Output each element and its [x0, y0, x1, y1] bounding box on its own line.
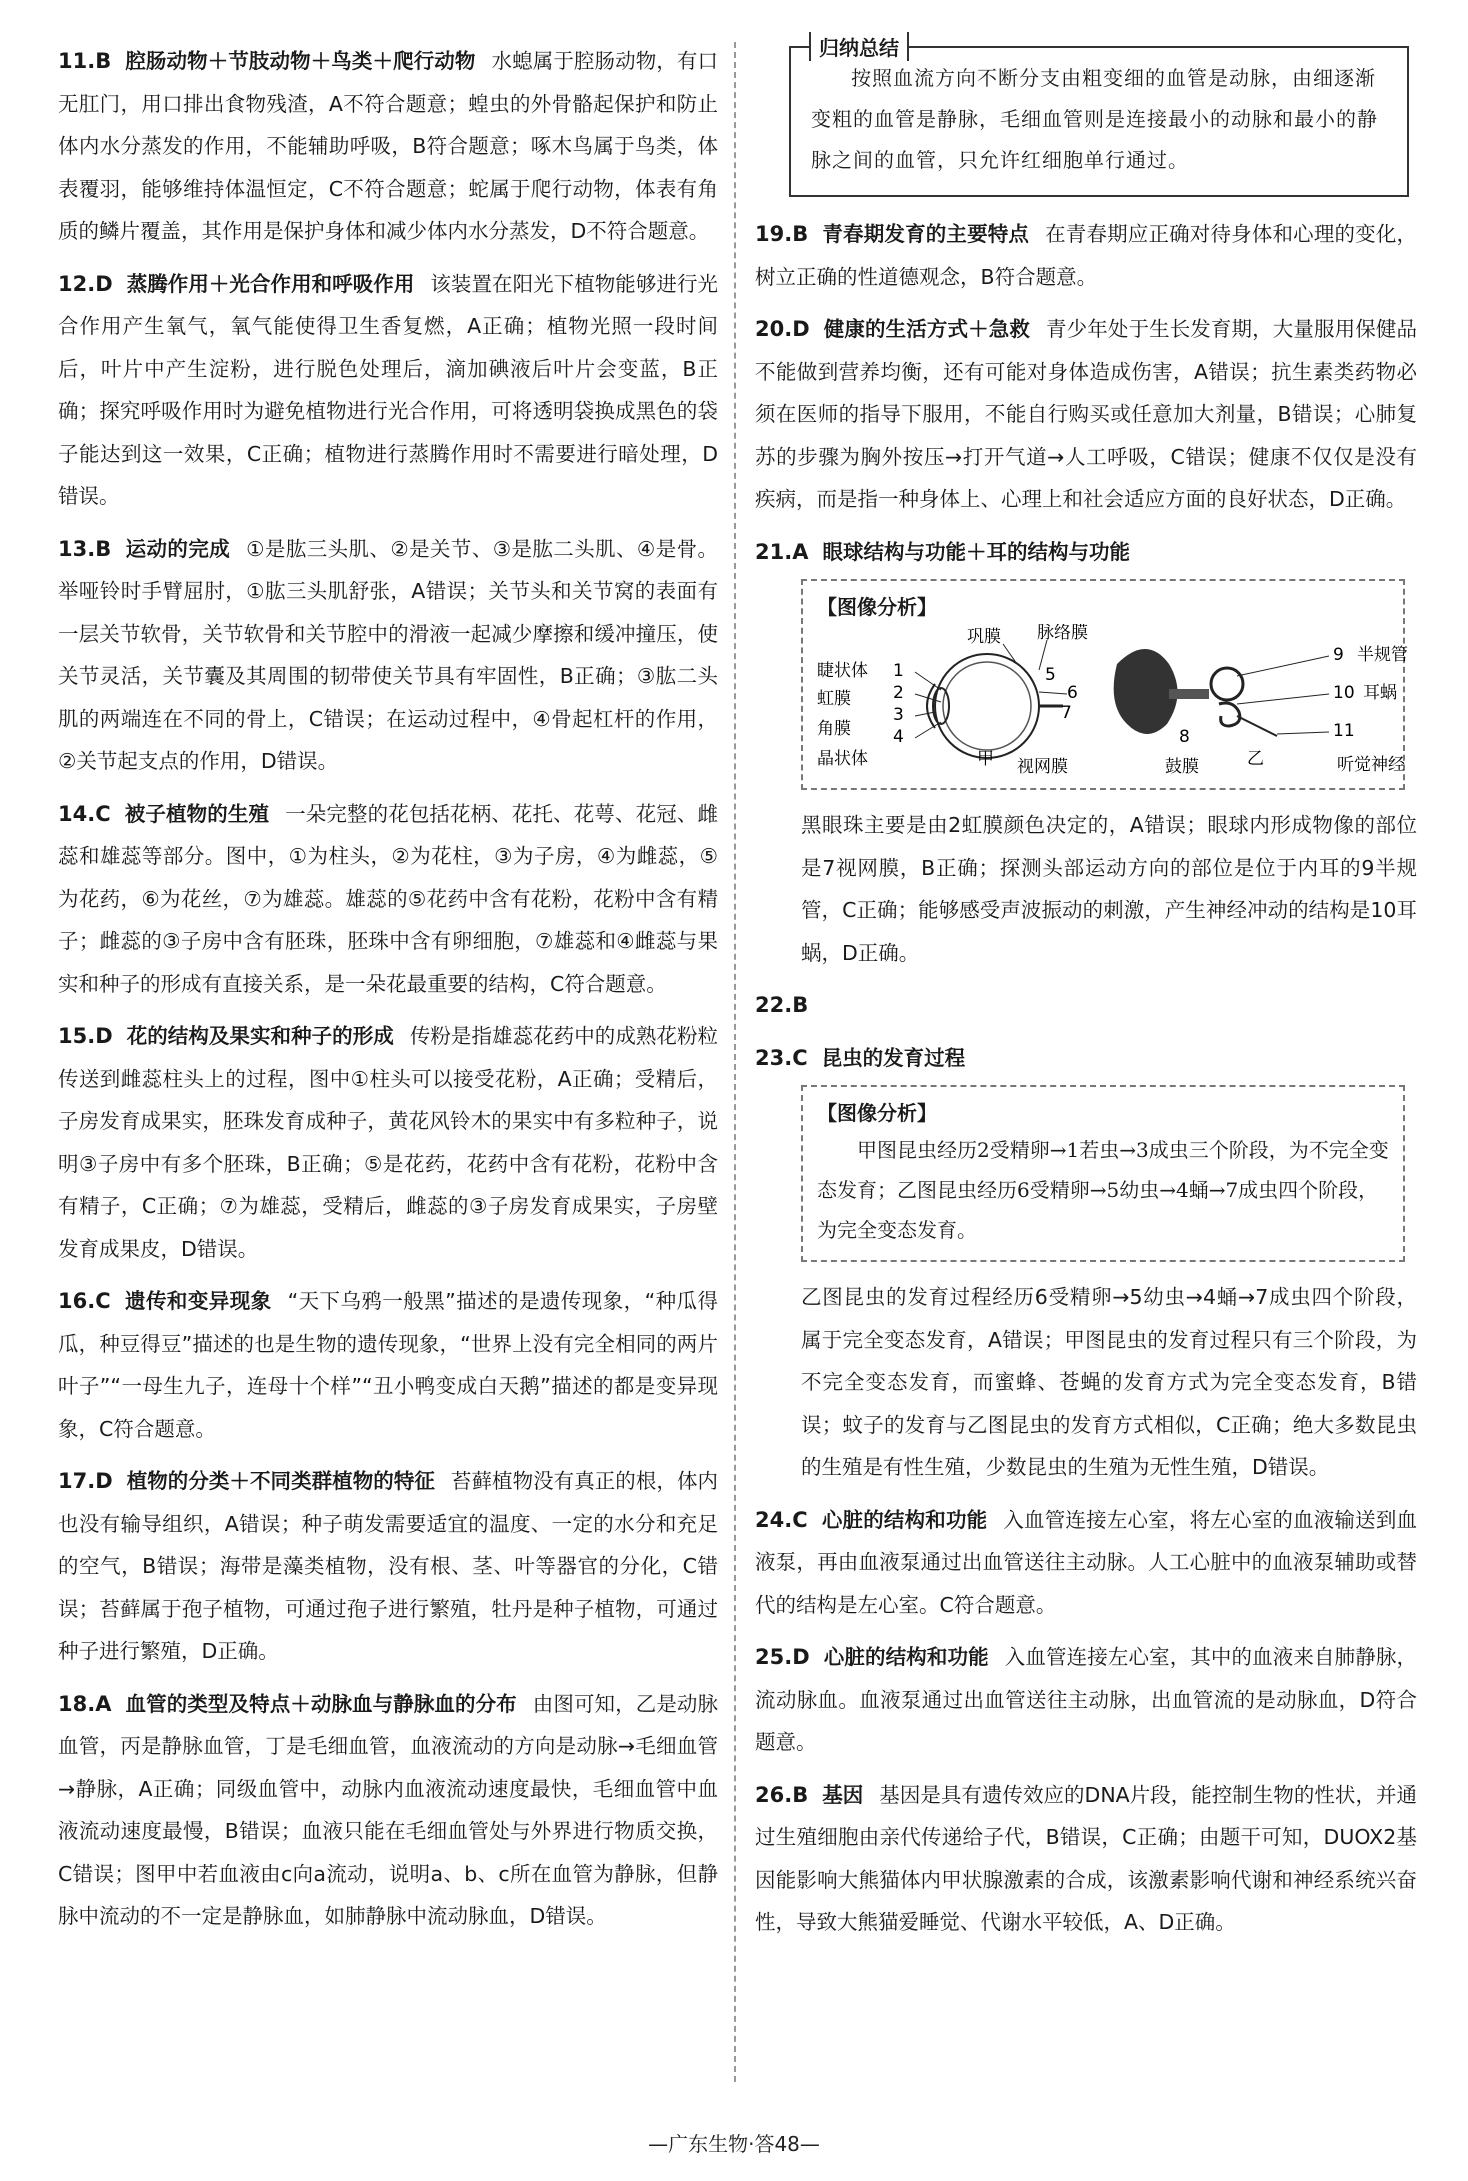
ear-figure	[1114, 649, 1277, 736]
label-choroid: 脉络膜	[1037, 624, 1088, 643]
question-25: 25.D 心脏的结构和功能 入血管连接左心室，其中的血液来自肺静脉，流动脉血。血液泵通过出血管送往主动脉，出血管流的是动脉血，D符合题意。	[755, 1645, 1418, 1754]
label-sclera: 巩膜	[967, 627, 1001, 647]
label-auditory-nerve: 听觉神经	[1337, 755, 1405, 774]
column-divider	[734, 42, 736, 2082]
analysis-heading-23: 【图像分析】	[817, 1101, 937, 1125]
label-lens: 晶状体	[817, 749, 868, 769]
summary-heading: 归纳总结	[809, 32, 909, 61]
left-column	[58, 40, 718, 1948]
num-2: 2	[893, 683, 904, 703]
question-24: 24.C 心脏的结构和功能 入血管连接左心室，将左心室的血液输送到血液泵，再由血液泵通过出血管送往主动脉。人工心脏中的血液泵辅助或替代的结构是左心室。C符合题意。	[755, 1507, 1418, 1617]
question-21-text: 黑眼珠主要是由2虹膜颜色决定的，A错误；眼球内形成物像的部位是7视网膜，B正确；探测头部运动方向的部位是位于内耳的9半规管，C正确；能够感受声波振动的刺激，产生神经冲动的结构是10耳蜗，D正确。	[801, 813, 1417, 965]
diagram-heading: 【图像分析】	[817, 595, 937, 619]
question-19: 19.B 青春期发育的主要特点 在青春期应正确对待身体和心理的变化，树立正确的性道德观念，B符合题意。	[755, 222, 1418, 289]
question-23-text: 乙图昆虫的发育过程经历6受精卵→5幼虫→4蛹→7成虫四个阶段，属于完全变态发育，A错误；甲图昆虫的发育过程只有三个阶段，为不完全变态发育，而蜜蜂、苍蝇的发育方式为完全变态发育，B错误；蚊子的发育与乙图昆虫的发育方式相似，C正确；绝大多数昆虫的生殖是有性生殖，少数昆虫的生殖为无性生殖，D错误。	[801, 1285, 1417, 1479]
question-13: 13.B 运动的完成 ①是肱三头肌、②是关节、③是肱二头肌、④是骨。举哑铃时手臂屈肘，①肱三头肌舒张，A错误；关节头和关节窝的表面有一层关节软骨，关节软骨和关节腔中的滑液一起减少摩擦和缓冲撞压，使关节灵活，关节囊及其周围的韧带使关节具有牢固性，B正确；③肱二头肌的两端连在不同的骨上，C错误；在运动过程中，④骨起杠杆的作用，②关节起支点的作用，D错误。	[58, 536, 719, 773]
question-12: 12.D 蒸腾作用＋光合作用和呼吸作用 该装置在阳光下植物能够进行光合作用产生氧气，氧气能使得卫生香复燃，A正确；植物光照一段时间后，叶片中产生淀粉，进行脱色处理后，滴加碘液后叶片会变蓝，B正确；探究呼吸作用时为避免植物进行光合作用，可将透明袋换成黑色的袋子能达到这一效果，C正确；植物进行蒸腾作用时不需要进行暗处理，D错误。	[58, 271, 719, 508]
analysis-box-23	[801, 1085, 1405, 1262]
label-iris: 虹膜	[817, 689, 851, 709]
num-8: 8	[1179, 727, 1190, 747]
num-11: 11	[1333, 721, 1355, 741]
fig-yi: 乙	[1247, 749, 1264, 769]
label-cornea: 角膜	[817, 719, 851, 739]
question-21: 21.A 眼球结构与功能＋耳的结构与功能	[755, 539, 1130, 564]
num-9: 9	[1333, 645, 1344, 665]
num-3: 3	[893, 705, 904, 725]
question-11: 11.B 腔肠动物＋节肢动物＋鸟类＋爬行动物 水螅属于腔肠动物，有口无肛门，用口排出食物残渣，A不符合题意；蝗虫的外骨骼起保护和防止体内水分蒸发的作用，不能辅助呼吸，B符合题意；啄木鸟属于鸟类，体表覆羽，能够维持体温恒定，C不符合题意；蛇属于爬行动物，体表有角质的鳞片覆盖，其作用是保护身体和减少体内水分蒸发，D不符合题意。	[58, 49, 719, 243]
question-18: 18.A 血管的类型及特点＋动脉血与静脉血的分布 由图可知，乙是动脉血管，丙是静脉血管，丁是毛细血管，血液流动的方向是动脉→毛细血管→静脉，A正确；同级血管中，动脉内血液流动速度最快，毛细血管中血液流动速度最慢，B错误；血液只能在毛细血管处与外界进行物质交换，C错误；图甲中若血液由c向a流动，说明a、b、c所在血管为静脉，但静脉中流动的不一定是静脉血，如肺静脉中流动脉血，D错误。	[58, 1691, 719, 1928]
question-15: 15.D 花的结构及果实和种子的形成 传粉是指雄蕊花药中的成熟花粉粒传送到雌蕊柱头上的过程，图中①柱头可以接受花粉，A正确；受精后，子房发育成果实，胚珠发育成种子，黄花风铃木的果实中有多粒种子，说明③子房中有多个胚珠，B正确；⑤是花药，花药中含有花粉，花粉中含有精子，C正确；⑦为雄蕊，受精后，雌蕊的③子房发育成果实，子房壁发育成果皮，D错误。	[58, 1024, 719, 1261]
question-23: 23.C 昆虫的发育过程	[755, 1045, 966, 1070]
eye-figure	[927, 654, 1063, 758]
summary-box	[789, 36, 1409, 197]
num-4: 4	[893, 727, 904, 747]
label-cochlea: 耳蜗	[1363, 683, 1397, 703]
analysis-text-23: 甲图昆虫经历2受精卵→1若虫→3成虫三个阶段，为不完全变态发育；乙图昆虫经历6受精卵→5幼虫→4蛹→7成虫四个阶段，为完全变态发育。	[817, 1138, 1389, 1242]
question-17: 17.D 植物的分类＋不同类群植物的特征 苔藓植物没有真正的根，体内也没有输导组织，A错误；种子萌发需要适宜的温度、一定的水分和充足的空气，B错误；海带是藻类植物，没有根、茎、叶等器官的分化，C错误；苔藓属于孢子植物，可通过孢子进行繁殖，牡丹是种子植物，可通过种子进行繁殖，D正确。	[58, 1469, 719, 1663]
label-retina: 视网膜	[1017, 757, 1068, 774]
label-ciliary-body: 睫状体	[817, 661, 868, 681]
eye-ear-diagram-box	[801, 579, 1408, 790]
question-14: 14.C 被子植物的生殖 一朵完整的花包括花柄、花托、花萼、花冠、雌蕊和雄蕊等部分。图中，①为柱头，②为花柱，③为子房，④为雌蕊，⑤为花药，⑥为花丝，⑦为雄蕊。雄蕊的⑤花药中含有花粉，花粉中含有精子；雌蕊的③子房中含有胚珠，胚珠中含有卵细胞，⑦雄蕊和④雌蕊与果实和种子的形成有直接关系，是一朵花最重要的结构，C符合题意。	[58, 801, 719, 996]
num-10: 10	[1333, 683, 1355, 703]
eye-ear-diagram	[817, 624, 1417, 774]
question-20: 20.D 健康的生活方式＋急救 青少年处于生长发育期，大量服用保健品不能做到营养均衡，还有可能对身体造成伤害，A错误；抗生素类药物必须在医师的指导下服用，不能自行购买或任意加大剂量，B错误；心肺复苏的步骤为胸外按压→打开气道→人工呼吸，C错误；健康不仅仅是没有疾病，而是指一种身体上、心理上和社会适应方面的良好状态，D正确。	[755, 317, 1418, 511]
num-6: 6	[1067, 683, 1078, 703]
label-eardrum: 鼓膜	[1165, 757, 1199, 774]
question-22: 22.B	[755, 993, 809, 1017]
question-16: 16.C 遗传和变异现象 “天下乌鸦一般黑”描述的是遗传现象，“种瓜得瓜，种豆得豆”描述的也是生物的遗传现象，“世界上没有完全相同的两片叶子”“一母生九子，连母十个样”“丑小鸭变成白天鹅”描述的都是变异现象，C符合题意。	[58, 1289, 718, 1441]
num-1: 1	[893, 661, 904, 681]
fig-jia: 甲	[977, 749, 994, 769]
summary-text: 按照血流方向不断分支由粗变细的血管是动脉，由细逐渐变粗的血管是静脉，毛细血管则是连接最小的动脉和最小的静脉之间的血管，只允许红细胞单行通过。	[811, 66, 1378, 172]
label-semicircular-canal: 半规管	[1357, 645, 1408, 665]
question-26: 26.B 基因 基因是具有遗传效应的DNA片段，能控制生物的性状，并通过生殖细胞由亲代传递给子代，B错误，C正确；由题干可知，DUOX2基因能影响大熊猫体内甲状腺激素的合成，该激素影响代谢和神经系统兴奋性，导致大熊猫爱睡觉、代谢水平较低，A、D正确。	[755, 1782, 1417, 1934]
right-column	[755, 36, 1418, 1954]
page-footer: —广东生物·答48—	[648, 2132, 820, 2156]
num-7: 7	[1061, 703, 1072, 723]
num-5: 5	[1045, 665, 1056, 685]
